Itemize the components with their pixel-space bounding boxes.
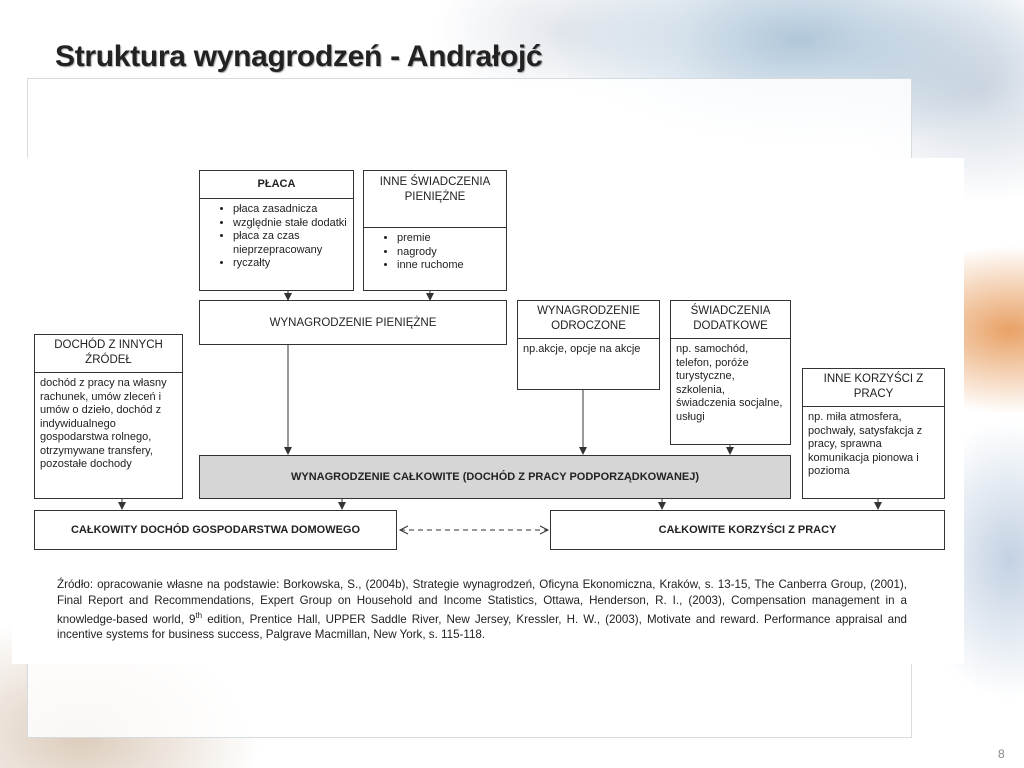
source-text-part2: edition, Prentice Hall, UPPER Saddle River, New Jersey, Kressler, H. W., (2003), Motivate and reward. Performance appraisal and incentive systems for business success, Palgrave Macmillan, New York, s. 115-118.	[57, 612, 907, 642]
swiadczenia-dodatkowe-header: ŚWIADCZENIA DODATKOWE	[671, 301, 790, 339]
inne-swiadczenia-list	[369, 232, 501, 273]
list-item: • inne ruchome	[397, 259, 501, 273]
swiadczenia-dodatkowe-text: np. samochód, telefon, poróże turystyczne, szkolenia, świadczenia socjalne, usługi	[676, 343, 783, 423]
inne-swiadczenia-header: INNE ŚWIADCZENIA PIENIĘŻNE	[364, 171, 506, 228]
wynagrodzenie-odroczone-header: WYNAGRODZENIE ODROCZONE	[518, 301, 659, 339]
wynagrodzenie-calkowite-label: WYNAGRODZENIE CAŁKOWITE (DOCHÓD Z PRACY PODPORZĄDKOWANEJ)	[290, 471, 700, 483]
dochod-z-innych-header: DOCHÓD Z INNYCH ŹRÓDEŁ	[35, 335, 182, 373]
wynagrodzenie-pieniezne-label: WYNAGRODZENIE PIENIĘŻNE	[269, 316, 437, 329]
calkowity-dochod-label: CAŁKOWITY DOCHÓD GOSPODARSTWA DOMOWEGO	[70, 524, 361, 536]
wynagrodzenie-calkowite-box	[199, 455, 791, 499]
list-item: • płaca zasadnicza	[233, 203, 348, 217]
list-item: • ryczałty	[233, 257, 348, 271]
dochod-z-innych-text: dochód z pracy na własny rachunek, umów zleceń i umów o dzieło, dochód z indywidualnego gospodarstwa rolnego, otrzymywane transfery, pozostałe dochody	[40, 377, 167, 470]
inne-swiadczenia-box	[363, 170, 507, 291]
diagram-panel	[12, 158, 964, 664]
inne-korzysci-box	[802, 368, 945, 499]
list-item: • premie	[397, 232, 501, 246]
inne-korzysci-header: INNE KORZYŚCI Z PRACY	[803, 369, 944, 407]
list-item: • płaca za czas nieprzepracowany	[233, 230, 348, 257]
calkowite-korzysci-label: CAŁKOWITE KORZYŚCI Z PRACY	[658, 524, 837, 536]
placa-list	[205, 203, 348, 271]
source-note	[57, 577, 907, 643]
wynagrodzenie-odroczone-text: np.akcje, opcje na akcje	[523, 343, 641, 355]
slide-title: Struktura wynagrodzeń - Andrałojć	[55, 40, 543, 73]
placa-box	[199, 170, 354, 291]
source-text-part1: Źródło: opracowanie własne na podstawie: Borkowska, S., (2004b), Strategie wynagrodzeń, Oficyna Ekonomiczna, Kraków, s. 13-15, The Canberra Group, (2001), Final Report and Recommendations, Expert Group on Household and Income Statistics, Ottawa, Henderson, R. I., (2003), Compensation management in a knowledge-based world, 9	[57, 578, 907, 626]
list-item: • względnie stałe dodatki	[233, 217, 348, 231]
placa-header: PŁACA	[200, 171, 353, 199]
wynagrodzenie-odroczone-box	[517, 300, 660, 390]
calkowity-dochod-box	[34, 510, 397, 550]
swiadczenia-dodatkowe-box	[670, 300, 791, 445]
list-item: • nagrody	[397, 246, 501, 260]
source-superscript: th	[195, 611, 203, 620]
calkowite-korzysci-box	[550, 510, 945, 550]
inne-korzysci-text: np. miła atmosfera, pochwały, satysfakcja z pracy, sprawna komunikacja pionowa i pozioma	[808, 411, 923, 477]
dochod-z-innych-box	[34, 334, 183, 499]
page-number: 8	[998, 747, 1005, 761]
wynagrodzenie-pieniezne-box	[199, 300, 507, 345]
